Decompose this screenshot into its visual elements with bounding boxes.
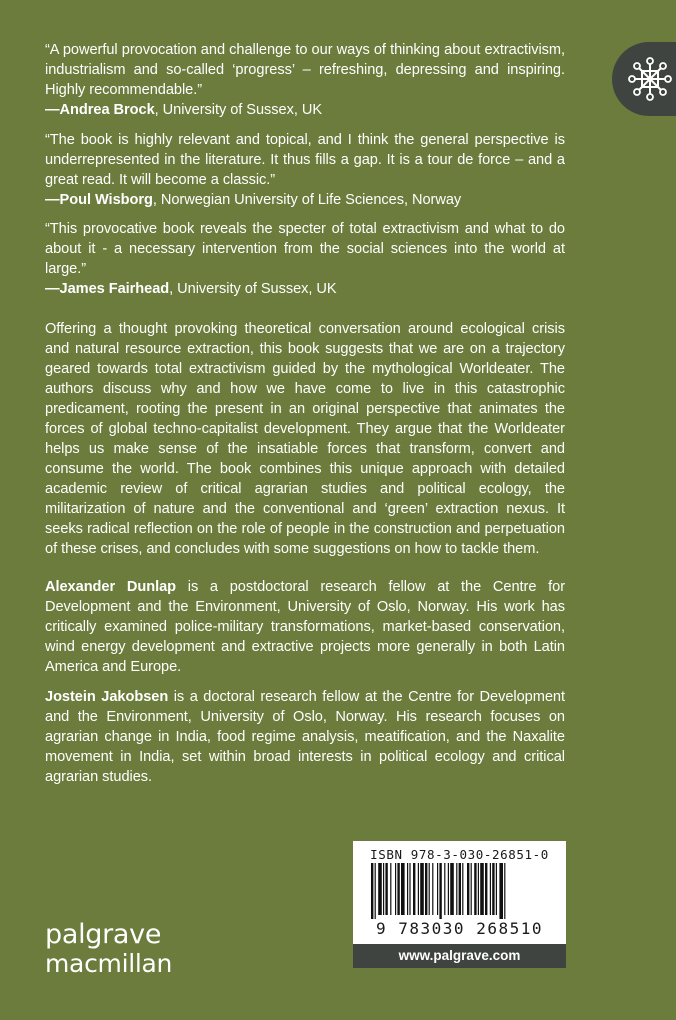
endorsement-text: “A powerful provocation and challenge to our ways of thinking about extractivism, industrialism and so-called ‘progress’ – refreshing, depressing and inspiring. Highly recommendable.” (45, 42, 565, 98)
barcode-bar (467, 863, 469, 915)
endorser-affiliation: , Norwegian University of Life Sciences, Norway (152, 192, 462, 208)
endorsement-3 (45, 219, 565, 299)
endorser-affiliation: , University of Sussex, UK (169, 281, 337, 297)
barcode-bar (450, 863, 454, 915)
barcode-bar (462, 863, 463, 915)
barcode-bar (378, 863, 382, 915)
endorser-name: —Andrea Brock (45, 102, 155, 118)
barcode-bar (490, 863, 491, 915)
barcode-bar (492, 863, 494, 915)
series-badge (612, 42, 676, 116)
barcode-bar (478, 863, 479, 915)
barcode-bar (456, 863, 457, 915)
barcode-bar (437, 863, 438, 915)
endorser-name: —Poul Wisborg (45, 192, 153, 208)
author-name: Alexander Dunlap (45, 579, 177, 595)
barcode-bar (439, 863, 441, 919)
barcode-bar (485, 863, 487, 915)
palgrave-network-icon (626, 55, 674, 103)
endorsement-text: “The book is highly relevant and topical, and I think the general perspective is underrepresented in the literature. It thus fills a gap. It is a tour de force – and a great read. It will become a classic.” (45, 132, 565, 188)
endorser-affiliation: , University of Sussex, UK (154, 102, 323, 118)
endorsement-1 (45, 40, 565, 120)
endorsement-attribution (45, 100, 565, 120)
barcode-bar (395, 863, 396, 915)
barcode-bar (397, 863, 399, 915)
isbn-barcode-box (353, 841, 566, 968)
barcode-bar (371, 863, 373, 919)
endorsement-attribution (45, 279, 565, 299)
endorsement-text: “This provocative book reveals the specter of total extractivism and what to do about it - a necessary intervention from the social sciences into the world at large.” (45, 221, 565, 277)
barcode-bar (383, 863, 384, 915)
barcode-bar (413, 863, 415, 915)
barcode-bar (499, 863, 503, 919)
barcode-bar (420, 863, 424, 915)
barcode-bar (409, 863, 410, 915)
bio-body: is a doctoral research fellow at the Centre for Development and the Environment, University of Oslo, Norway. His research focuses on agrarian change in India, food regime analysis, meatification, and the Naxalite movement in India, set within broad interests in political ecology and critical agrarian studies. (45, 689, 565, 785)
barcode-bar (425, 863, 427, 915)
barcode-bar (401, 863, 405, 915)
publisher-website[interactable]: www.palgrave.com (353, 944, 566, 968)
description-text: Offering a thought provoking theoretical conversation around ecological crisis and natural resource extraction, this book suggests that we are on a trajectory geared towards total extractivism guided by the mythological Worldeater. The authors discuss why and how we have come to live in this catastrophic predicament, rooting the present in an original perspective that animates the forces of global techno-capitalist development. They argue that the Worldeater helps us make sense of the insatiable forces that transform, convert and consume the world. The book combines this unique approach with detailed academic review of critical agrarian studies and political ecology, the militarization of nature and the conventional and ‘green’ extraction nexus. It seeks radical reflection on the role of people in the construction and perpetuation of these crises, and concludes with some suggestions on how to tackle them. (45, 321, 565, 557)
barcode-bar (480, 863, 484, 915)
author-name: Jostein Jakobsen (45, 689, 169, 705)
endorsement-2 (45, 130, 565, 210)
barcode-bar (496, 863, 497, 915)
publisher-logo-line1: palgrave (45, 919, 162, 950)
barcode-bar (375, 863, 376, 919)
barcode-bar (504, 863, 505, 919)
author-bio-1 (45, 577, 565, 677)
barcode-bar (429, 863, 430, 915)
bio-body: is a postdoctoral research fellow at the Centre for Development and the Environment, University of Oslo, Norway. His work has critically examined police-military transformations, market-based conservation, wind energy development and extractive projects more generally in both Latin America and Europe. (45, 579, 566, 675)
barcode-bar (407, 863, 408, 915)
barcode-bar (448, 863, 449, 915)
barcode-bar (385, 863, 387, 915)
barcode-bar (432, 863, 433, 915)
barcode-bar (459, 863, 461, 915)
isbn-label: ISBN 978-3-030-26851-0 (370, 847, 549, 862)
barcode-bar (418, 863, 419, 915)
barcode-bar (390, 863, 391, 915)
author-bio-2 (45, 687, 565, 787)
endorsement-attribution (45, 190, 565, 210)
barcode-digits: 9 783030 268510 (376, 919, 543, 938)
bio-text (45, 687, 565, 787)
publisher-logo-line2: macmillan (45, 949, 173, 978)
bio-text (45, 577, 565, 677)
publisher-logo (45, 921, 172, 976)
endorser-name: —James Fairhead (45, 281, 170, 297)
barcode-bar (474, 863, 476, 915)
barcode-bar (471, 863, 472, 915)
barcode-icon (371, 863, 548, 919)
barcode-bar (444, 863, 445, 915)
book-description (45, 319, 565, 559)
